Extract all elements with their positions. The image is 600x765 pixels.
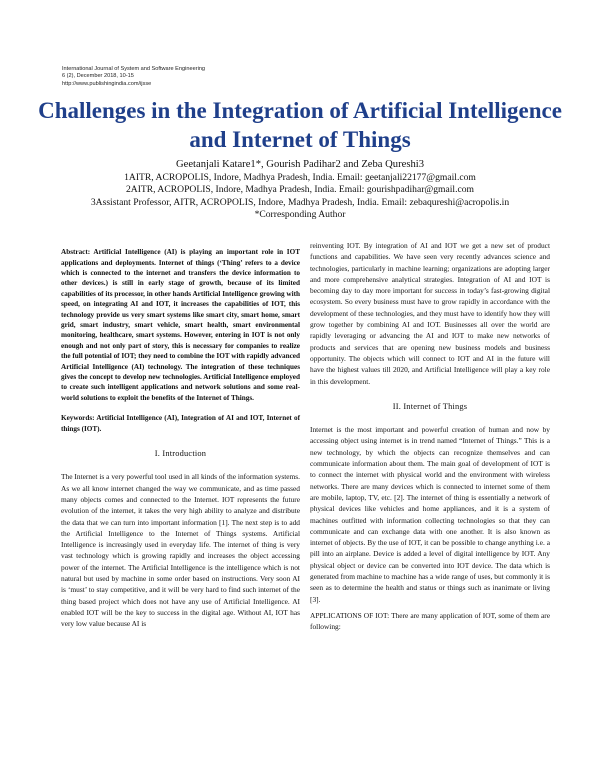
left-column <box>61 240 300 630</box>
author-block <box>30 159 570 221</box>
journal-url[interactable]: http://www.publishingindia.com/ijsse <box>62 80 152 87</box>
corresponding-author: *Corresponding Author <box>254 208 346 220</box>
abstract: Abstract: Artificial Intelligence (AI) is playing an important role in IOT applications and deployments. Internet of things (‘Thing’ refers to a device which is connected to the internet and transfers the device information to other devices.) is still in early stage of growth, because of its limited capabilities of its processor, in other hands Artificial Intelligence growing with speed, on integrating AI and IOT, it increases the capabilities of IOT, this technology provide us very smart systems like smart city, smart home, smart grid, smart industry, smart vehicle, smart health, smart environmental monitoring, healthcare, smart systems. However, entering in IOT is not only enough and not only part of story, this is necessary for companies to realize the full potential of IOT; they need to combine the IOT with rapidly advanced Artificial Intelligence (AI) technology. The integration of these techniques gives the concept to develop new technologies. Artificial Intelligence employed to create such intelligent applications and network solutions and some real-world solutions to exploit the benefits of the Internet of Things. <box>61 248 300 402</box>
author-names: Geetanjali Katare1*, Gourish Padihar2 and Zeba Qureshi3 <box>176 159 424 170</box>
right-column <box>310 240 550 633</box>
section-heading-iot: II. Internet of Things <box>392 401 468 411</box>
section-heading-introduction: I. Introduction <box>154 449 207 459</box>
keywords: Keywords: Artificial Intelligence (AI), Integration of AI and IOT, Internet of things (IOT). <box>61 414 300 433</box>
iot-paragraph: Internet is the most important and powerful creation of human and now by accessing object using internet is in trend named “Internet of Things.” This is a new technology, by which the objects can recognize themselves and can communicate information about them. The main goal of development of IOT is to connect the internet with physical world and the environment with wireless networks. There are many devices which is connected to internet some of them are mobile, laptop, TV, etc. [2]. The internet of thing is essentially a network of physical devices like vehicles and home appliances, and it is a system of machines outfitted with information collecting technologies so that they can communicate and can exchange data with one another. It is also known as internet of objects. By the use of IOT, it can be possible to change anything i.e. a pill into an airplane. Device is added a level of digital intelligence by IOT. Any physical object or device can be converted into IOT device. The data which is generated from machine to machine has a wide range of uses, but commonly it is seen as to determine the health and status or things such as inanimate or living [3]. <box>310 425 550 604</box>
affiliation-2: 2AITR, ACROPOLIS, Indore, Madhya Pradesh, India. Email: gourishpadihar@gmail.com <box>125 184 475 196</box>
journal-header <box>62 66 205 88</box>
applications-paragraph: APPLICATIONS OF IOT: There are many application of IOT, some of them are following: <box>310 610 550 632</box>
intro-continued-paragraph: reinventing IOT. By integration of AI and IOT we get a new set of product functions and capabilities. We have seen very recently advances science and technologies, particularly in machine learning; organizations are adopting larger and more comprehensive analytical strategies. Integration of AI and IOT is becoming day to day more important for success in today’s fast-growing digital ecosystem. So every business must have to grow rapidly in accordance with the development of these technologies, and they must have to identify how they will grow together by combining AI and IOT. Businesses all over the world are rapidly leveraging or advancing the AI and IOT to make new networks of products and services that are opening new business models and business opportunity. The objects which will connect to IOT and AI in the future will have the highest values till 2020, and Artificial Intelligence will play a key role in this development. <box>310 241 550 386</box>
journal-name: International Journal of System and Software Engineering <box>62 66 206 72</box>
introduction-paragraph: The Internet is a very powerful tool used in all kinds of the information systems. As we all know internet changed the way we communicate, and as time passed many objects comes and connected to the Internet. IOT represents the future evolution of the internet, it takes the very high ability to analyze and distribute the data that we can turn into important information [1]. The next step is to add the Artificial Intelligence to the Internet of Things systems. Artificial Intelligence is increasingly used in everyday life. The internet of thing is very vast technology which is growing rapidly and increases the object accessing power of the internet. The Artificial Intelligence is the intelligence which is not natural but used by machine in some order based on instructions. Very soon AI is ‘must’ to stay competitive, and it will be very hard to find such internet of the thing based project which does not have any use of Artificial Intelligence. AI enabled IOT will be the key to success in the digital age. Without AI, IOT has very low value because AI is <box>61 472 300 629</box>
affiliation-1: 1AITR, ACROPOLIS, Indore, Madhya Pradesh, India. Email: geetanjali22177@gmail.com <box>124 172 476 184</box>
journal-issue: 6 (2), December 2018, 10-15 <box>62 73 134 80</box>
paper-title: Challenges in the Integration of Artificial Intelligence and Internet of Things <box>38 98 562 152</box>
affiliation-3: 3Assistant Professor, AITR, ACROPOLIS, Indore, Madhya Pradesh, India. Email: zebaqureshi@acropolis.in <box>90 196 510 208</box>
